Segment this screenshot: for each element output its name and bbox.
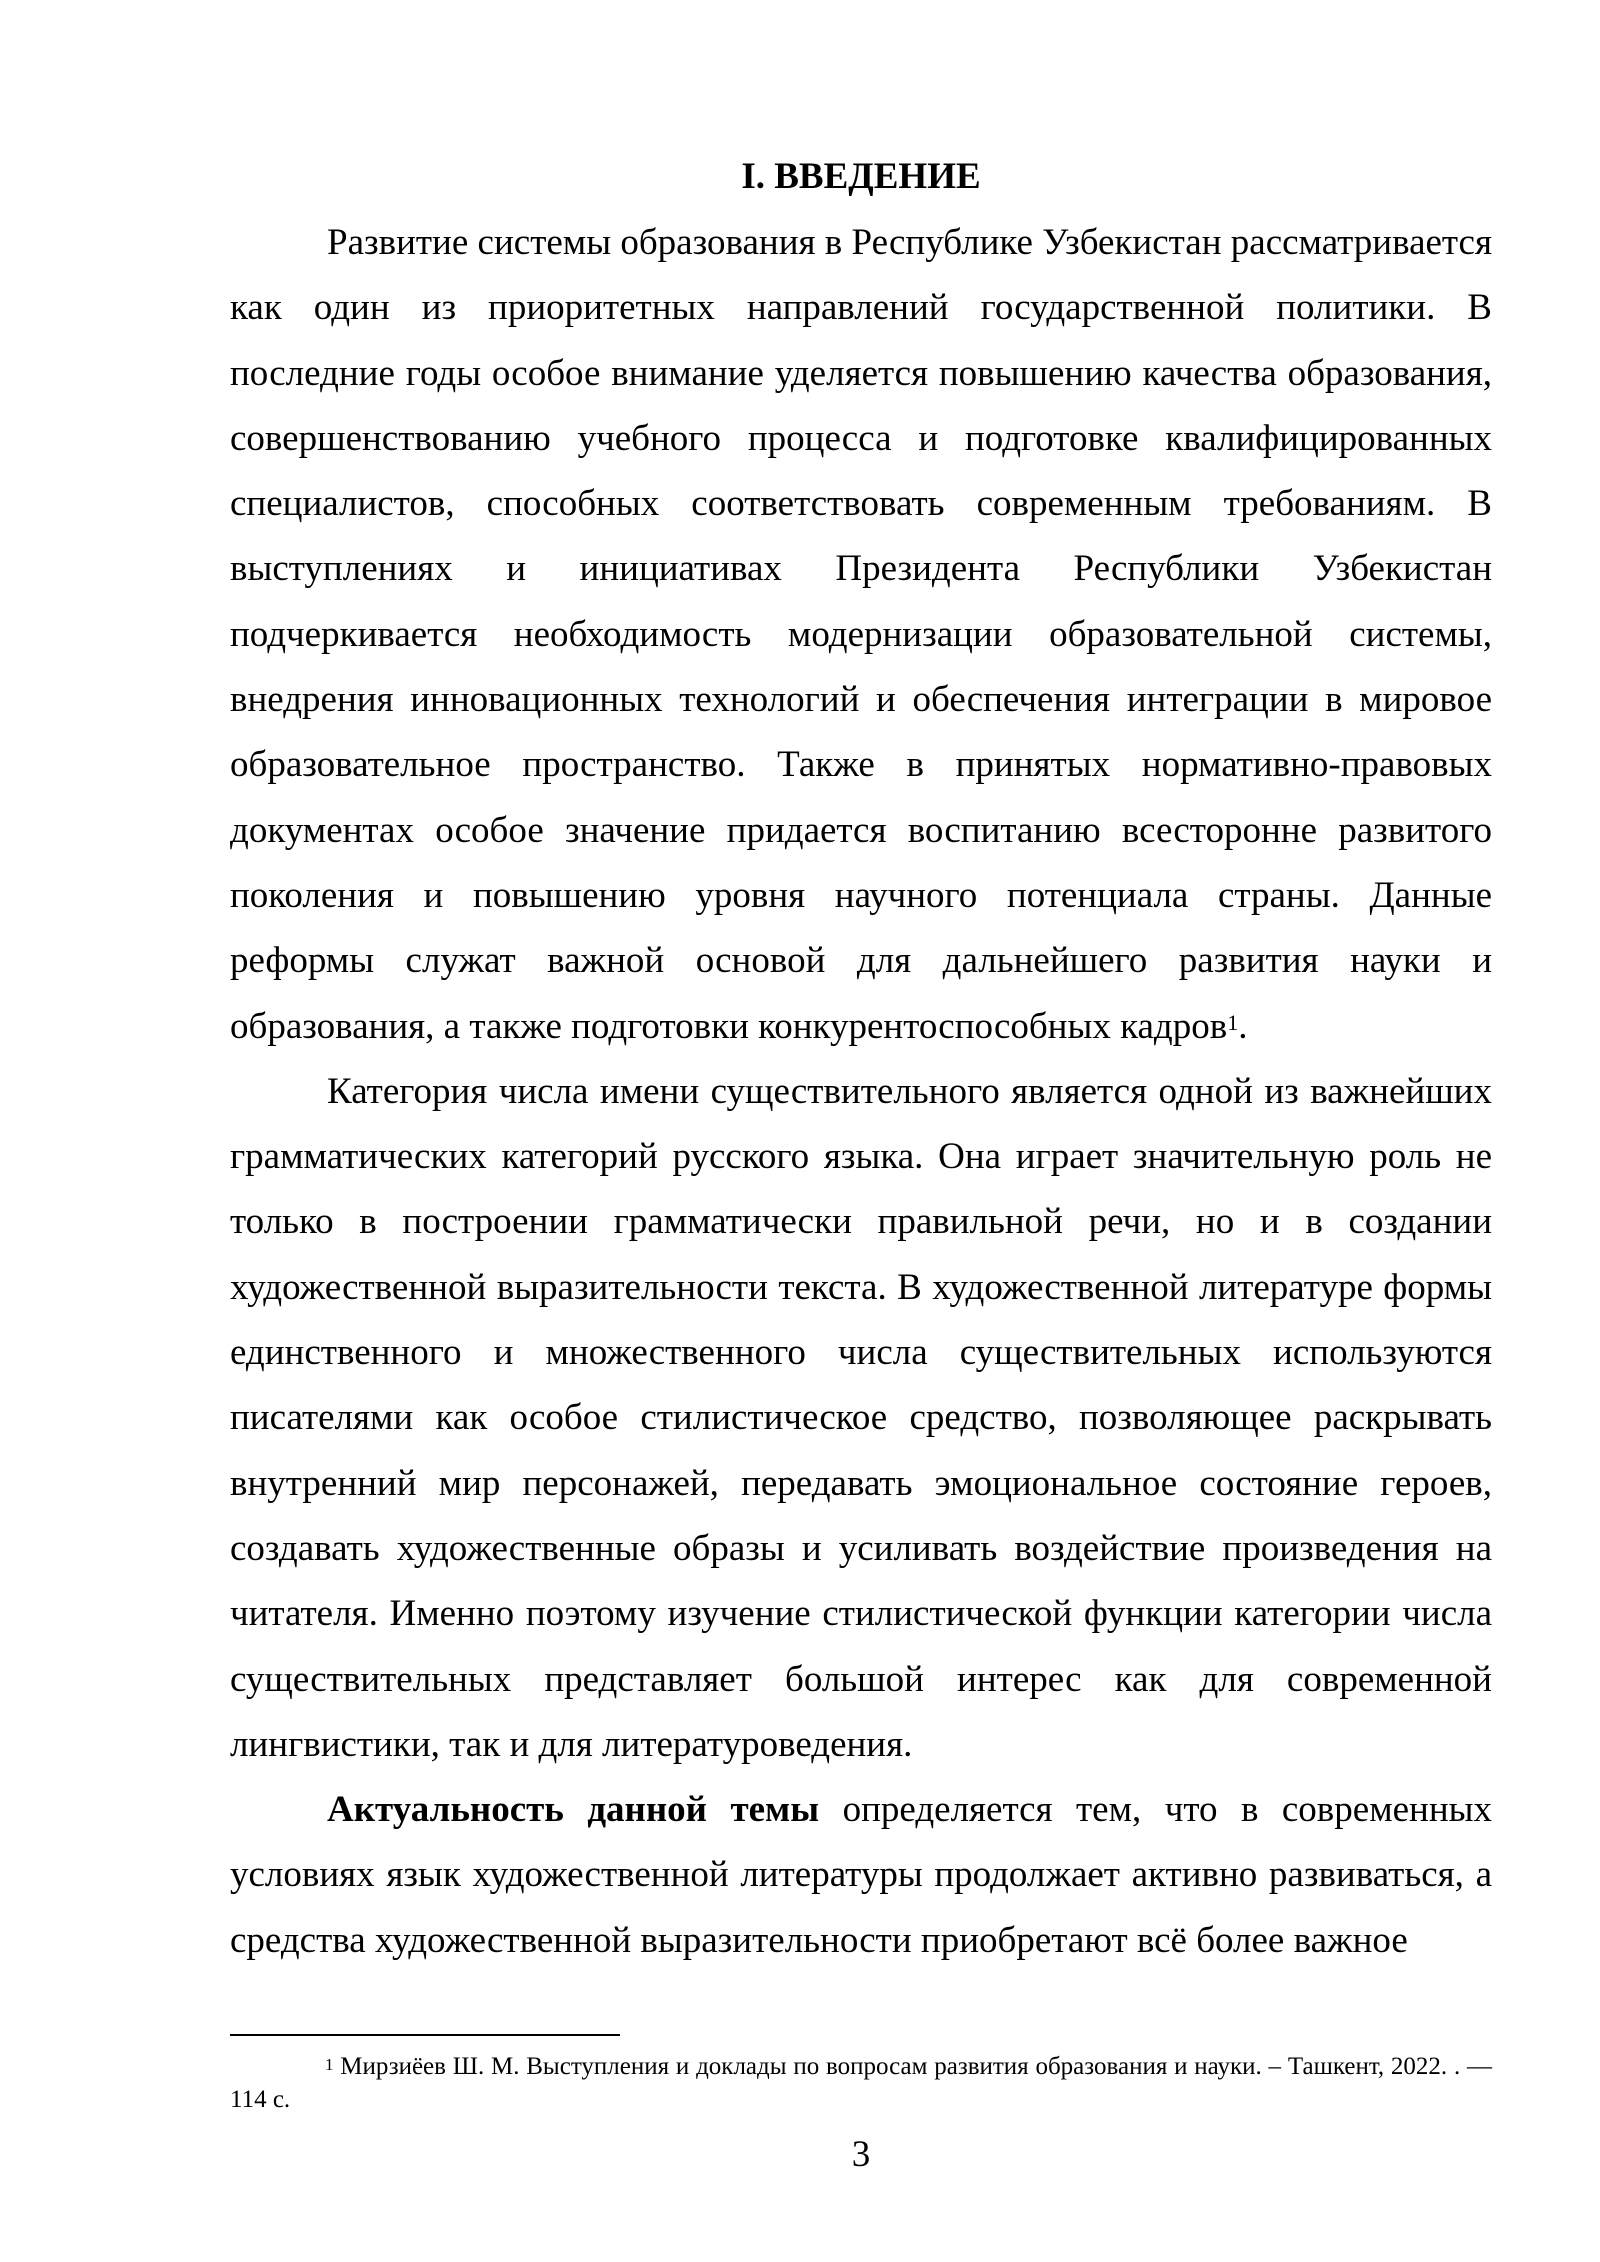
paragraph-intro-tail: . (1238, 1005, 1248, 1047)
relevance-lead: Актуальность данной темы (327, 1789, 820, 1831)
paragraph-category: Категория числа имени существительного является одной из важнейших грамматических категорий русского языка. Она играет значительную роль не только в построении грамматически правильной речи, но и в создании художественной выразительности текста. В художественной литературе формы единственного и множественного числа существительных используются писателями как особое стилистическое средство, позволяющее раскрывать внутренний мир персонажей, передавать эмоциональное состояние героев, создавать художественные образы и усиливать воздействие произведения на читателя. Именно поэтому изучение стилистической функции категории числа существительных представляет большой интерес как для современной лингвистики, так и для литературоведения. (230, 1070, 1492, 1765)
footnote-divider (230, 2034, 620, 2036)
paragraph-relevance-text: определяется тем, что в современных условиях язык художественной литературы продолжает активно развиваться, а средства художественной выразительности приобретают всё более важное (230, 1789, 1492, 1961)
footnote-reference[interactable]: 1 (1227, 1009, 1239, 1035)
paragraph-intro (230, 210, 1492, 1059)
paragraph-intro-text: Развитие системы образования в Республике Узбекистан рассматривается как один из приоритетных направлений государственной политики. В последние годы особое внимание уделяется повышению качества образования, совершенствованию учебного процесса и подготовке квалифицированных специалистов, способных соответствовать современным требованиям. В выступлениях и инициативах Президента Республики Узбекистан подчеркивается необходимость модернизации образовательной системы, внедрения инновационных технологий и обеспечения интеграции в мировое образовательное пространство. Также в принятых нормативно-правовых документах особое значение придается воспитанию всесторонне развитого поколения и повышению уровня научного потенциала страны. Данные реформы служат важной основой для дальнейшего развития науки и образования, а также подготовки конкурентоспособных кадров (230, 222, 1492, 1047)
paragraph-relevance (230, 1777, 1492, 1973)
footnote-text: Мирзиёев Ш. М. Выступления и доклады по вопросам развития образования и науки. – Ташкент, 2022. . — 114 с. (230, 2053, 1492, 2113)
section-heading: I. ВВЕДЕНИЕ (741, 156, 981, 197)
body-text (230, 210, 1492, 1973)
page-number: 3 (851, 2134, 871, 2175)
footnote (230, 2050, 1492, 2116)
footnote-mark: 1 (325, 2055, 334, 2074)
